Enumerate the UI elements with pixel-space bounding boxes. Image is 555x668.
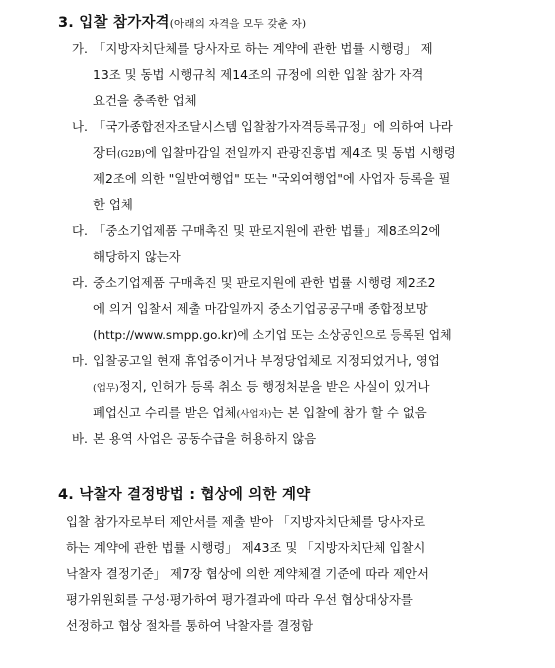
item-ma-business: (업무) [93,383,119,394]
item-ma-line-3a: 폐업신고 수리를 받은 업체 [93,405,237,420]
item-ga-line-1: 「지방자치단체를 당사자로 하는 계약에 관한 법률 시행령」 제 [93,41,433,56]
section-3-note: (아래의 자격을 모두 갖춘 자) [169,18,307,30]
section-3-title: 입찰 참가자격 [79,15,170,31]
section-4-heading [58,483,310,504]
item-ma-line-2 [93,379,430,397]
item-ma-operator: (사업자) [236,409,272,420]
item-na-g2b: (G2B) [116,149,145,160]
item-na-marker: 나. [72,119,88,134]
item-na-line-2 [93,145,456,163]
item-na-line-2b: 에 입찰마감일 전일까지 관광진흥법 제4조 및 동법 시행령 [144,145,456,160]
section-4-line-1: 입찰 참가자로부터 제안서를 제출 받아 「지방자치단체를 당사자로 [66,514,426,529]
item-da-marker: 다. [72,223,88,238]
item-na-line-3: 제2조에 의한 "일반여행업" 또는 "국외여행업"에 사업자 등록을 필 [93,171,451,186]
item-na-line-1: 「국가종합전자조달시스템 입찰참가자격등록규정」에 의하여 나라 [93,119,453,134]
item-ma-line-1: 입찰공고일 현재 휴업중이거나 부정당업체로 지정되었거나, 영업 [93,353,440,368]
section-3-number: 3. [58,15,74,31]
section-4-line-2: 하는 계약에 관한 법률 시행령」 제43조 및 「지방자치단체 입찰시 [66,540,426,555]
item-ga-line-2: 13조 및 동법 시행규칙 제14조의 규정에 의한 입찰 참가 자격 [93,67,424,82]
item-ba-line-1: 본 용역 사업은 공동수급을 허용하지 않음 [93,431,317,446]
item-ra-marker: 라. [72,275,88,290]
item-ga-line-3: 요건을 충족한 업체 [93,93,197,108]
item-na-line-4: 한 업체 [93,197,133,212]
section-4-number: 4. [58,487,74,503]
item-ba-marker: 바. [72,431,88,446]
item-na-line-2a: 장터 [93,145,117,160]
item-da-line-2: 해당하지 않는자 [93,249,181,264]
item-ma-line-2-text: 정지, 인허가 등록 취소 등 행정처분을 받은 사실이 있거나 [118,379,430,394]
section-3-heading [58,11,306,32]
item-ma-line-3b: 는 본 입찰에 참가 할 수 없음 [271,405,427,420]
item-ma-marker: 마. [72,353,88,368]
section-4-line-5: 선정하고 협상 절차를 통하여 낙찰자를 결정함 [66,618,314,633]
section-4-line-3: 낙찰자 결정기준」 제7장 협상에 의한 계약체결 기준에 따라 제안서 [66,566,429,581]
section-4-line-4: 평가위원회를 구성·평가하여 평가결과에 따라 우선 협상대상자를 [66,592,413,607]
item-ra-line-1: 중소기업제품 구매촉진 및 판로지원에 관한 법률 시행령 제2조2 [93,275,436,290]
item-ga-marker: 가. [72,41,88,56]
item-ra-line-2: 에 의거 입찰서 제출 마감일까지 중소기업공공구매 종합정보망 [93,301,428,316]
item-da-line-1: 「중소기업제품 구매촉진 및 판로지원에 관한 법률」제8조의2에 [93,223,441,238]
item-ma-line-3 [93,405,427,423]
item-ra-line-3: (http://www.smpp.go.kr)에 소기업 또는 소상공인으로 등록된 업체 [93,328,452,342]
section-4-title: 낙찰자 결정방법 : 협상에 의한 계약 [79,487,311,503]
